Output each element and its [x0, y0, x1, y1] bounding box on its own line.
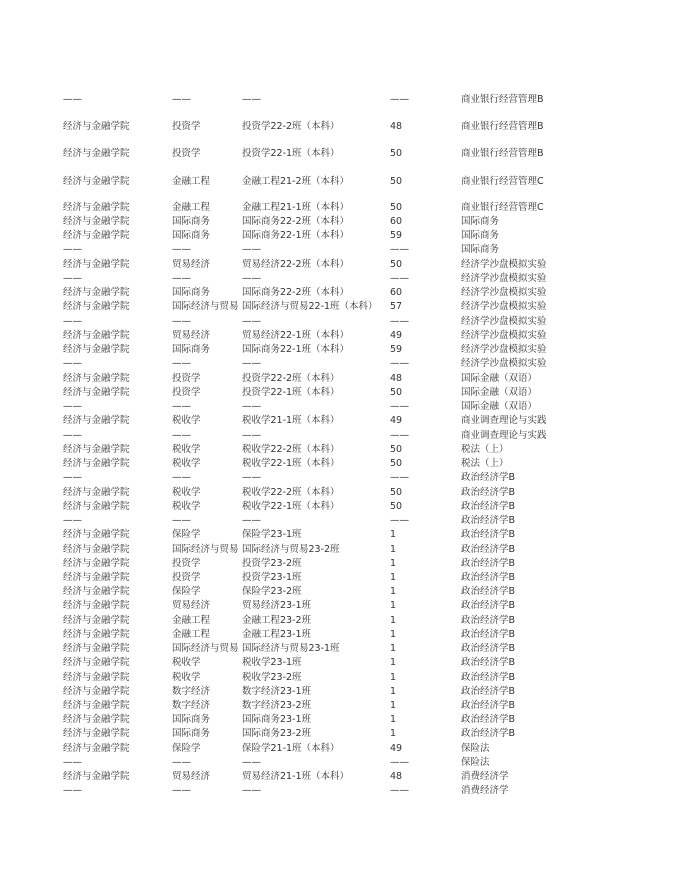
- major-cell: 税收学: [172, 415, 201, 426]
- course-cell: 经济学沙盘模拟实验: [461, 316, 547, 327]
- major-cell: 税收学: [172, 501, 201, 512]
- count-cell: ——: [390, 273, 409, 284]
- class-cell: ——: [242, 430, 261, 441]
- college-cell: ——: [63, 358, 82, 369]
- college-cell: 经济与金融学院: [63, 287, 130, 298]
- count-cell: ——: [390, 94, 409, 105]
- count-cell: 1: [390, 544, 397, 555]
- count-cell: 1: [390, 714, 397, 725]
- table-row: [0, 201, 680, 215]
- table-row: [0, 386, 680, 400]
- count-cell: 49: [390, 743, 403, 754]
- count-cell: 1: [390, 558, 397, 569]
- course-cell: 国际金融（双语）: [461, 387, 538, 398]
- table-row: [0, 229, 680, 243]
- table-row: [0, 300, 680, 314]
- table-row: [0, 357, 680, 371]
- table-row: [0, 329, 680, 343]
- course-cell: 政治经济学B: [461, 529, 516, 540]
- class-cell: ——: [242, 757, 261, 768]
- table-row: [0, 699, 680, 713]
- course-cell: 国际金融（双语）: [461, 373, 538, 384]
- count-cell: ——: [390, 757, 409, 768]
- college-cell: 经济与金融学院: [63, 672, 130, 683]
- college-cell: 经济与金融学院: [63, 444, 130, 455]
- course-cell: 政治经济学B: [461, 558, 516, 569]
- course-cell: 商业调查理论与实践: [461, 430, 547, 441]
- count-cell: 1: [390, 572, 397, 583]
- major-cell: 保险学: [172, 529, 201, 540]
- table-row: [0, 514, 680, 528]
- major-cell: 国际商务: [172, 728, 211, 739]
- college-cell: 经济与金融学院: [63, 572, 130, 583]
- course-cell: 政治经济学B: [461, 501, 516, 512]
- course-cell: 政治经济学B: [461, 572, 516, 583]
- table-row: [0, 642, 680, 656]
- major-cell: ——: [172, 94, 191, 105]
- college-cell: 经济与金融学院: [63, 216, 130, 227]
- class-cell: 金融工程21-1班（本科）: [242, 202, 350, 213]
- course-cell: 税法（上）: [461, 444, 509, 455]
- college-cell: 经济与金融学院: [63, 529, 130, 540]
- course-cell: 消费经济学: [461, 771, 509, 782]
- college-cell: 经济与金融学院: [63, 686, 130, 697]
- table-row: [0, 286, 680, 300]
- college-cell: 经济与金融学院: [63, 558, 130, 569]
- table-row: [0, 713, 680, 727]
- class-cell: 投资学22-1班（本科）: [242, 387, 340, 398]
- course-cell: 经济学沙盘模拟实验: [461, 273, 547, 284]
- major-cell: 金融工程: [172, 176, 211, 187]
- class-cell: ——: [242, 94, 261, 105]
- class-cell: 贸易经济22-1班（本科）: [242, 330, 350, 341]
- major-cell: 国际商务: [172, 344, 211, 355]
- table-row: [0, 147, 680, 161]
- course-cell: 经济学沙盘模拟实验: [461, 330, 547, 341]
- major-cell: 税收学: [172, 672, 201, 683]
- college-cell: 经济与金融学院: [63, 629, 130, 640]
- major-cell: 国际商务: [172, 216, 211, 227]
- class-cell: 投资学23-1班: [242, 572, 302, 583]
- college-cell: 经济与金融学院: [63, 415, 130, 426]
- count-cell: 50: [390, 444, 403, 455]
- major-cell: 贸易经济: [172, 259, 211, 270]
- major-cell: ——: [172, 430, 191, 441]
- count-cell: 49: [390, 415, 403, 426]
- class-cell: 国际商务22-2班（本科）: [242, 216, 350, 227]
- class-cell: 贸易经济22-2班（本科）: [242, 259, 350, 270]
- count-cell: 1: [390, 586, 397, 597]
- class-cell: 国际经济与贸易23-1班: [242, 643, 340, 654]
- table-row: [0, 742, 680, 756]
- class-cell: ——: [242, 244, 261, 255]
- count-cell: 1: [390, 529, 397, 540]
- major-cell: ——: [172, 757, 191, 768]
- major-cell: 金融工程: [172, 615, 211, 626]
- course-cell: 政治经济学B: [461, 728, 516, 739]
- course-cell: 政治经济学B: [461, 586, 516, 597]
- table-row: [0, 599, 680, 613]
- table-row: [0, 486, 680, 500]
- count-cell: ——: [390, 785, 409, 796]
- major-cell: 金融工程: [172, 629, 211, 640]
- class-cell: ——: [242, 515, 261, 526]
- major-cell: 贸易经济: [172, 600, 211, 611]
- table-row: [0, 315, 680, 329]
- college-cell: 经济与金融学院: [63, 600, 130, 611]
- college-cell: 经济与金融学院: [63, 202, 130, 213]
- course-cell: 商业银行经营管理B: [461, 94, 544, 105]
- class-cell: 国际商务22-2班（本科）: [242, 287, 350, 298]
- course-cell: 政治经济学B: [461, 600, 516, 611]
- college-cell: 经济与金融学院: [63, 387, 130, 398]
- table-row: [0, 671, 680, 685]
- college-cell: 经济与金融学院: [63, 643, 130, 654]
- college-cell: ——: [63, 316, 82, 327]
- major-cell: 贸易经济: [172, 330, 211, 341]
- table-row: [0, 656, 680, 670]
- class-cell: ——: [242, 785, 261, 796]
- college-cell: 经济与金融学院: [63, 700, 130, 711]
- class-cell: 税收学22-2班（本科）: [242, 487, 340, 498]
- table-row: [0, 557, 680, 571]
- college-cell: ——: [63, 273, 82, 284]
- college-cell: 经济与金融学院: [63, 148, 130, 159]
- table-row: [0, 543, 680, 557]
- college-cell: ——: [63, 94, 82, 105]
- table-row: [0, 93, 680, 107]
- count-cell: 1: [390, 657, 397, 668]
- count-cell: 1: [390, 629, 397, 640]
- table-row: [0, 585, 680, 599]
- class-cell: 数字经济23-1班: [242, 686, 312, 697]
- college-cell: 经济与金融学院: [63, 728, 130, 739]
- major-cell: 保险学: [172, 586, 201, 597]
- major-cell: 国际经济与贸易: [172, 544, 239, 555]
- college-cell: ——: [63, 472, 82, 483]
- major-cell: 税收学: [172, 657, 201, 668]
- course-cell: 保险法: [461, 743, 490, 754]
- table-row: [0, 685, 680, 699]
- count-cell: 1: [390, 728, 397, 739]
- table-row: [0, 243, 680, 257]
- course-cell: 经济学沙盘模拟实验: [461, 259, 547, 270]
- count-cell: 57: [390, 301, 403, 312]
- class-cell: ——: [242, 273, 261, 284]
- major-cell: 投资学: [172, 373, 201, 384]
- major-cell: ——: [172, 358, 191, 369]
- major-cell: 国际经济与贸易: [172, 643, 239, 654]
- course-cell: 国际金融（双语）: [461, 401, 538, 412]
- table-row: [0, 756, 680, 770]
- table-row: [0, 471, 680, 485]
- major-cell: ——: [172, 244, 191, 255]
- college-cell: 经济与金融学院: [63, 657, 130, 668]
- class-cell: 税收学22-1班（本科）: [242, 501, 340, 512]
- major-cell: 数字经济: [172, 686, 211, 697]
- count-cell: 50: [390, 501, 403, 512]
- major-cell: 税收学: [172, 444, 201, 455]
- count-cell: ——: [390, 244, 409, 255]
- class-cell: 金融工程21-2班（本科）: [242, 176, 350, 187]
- class-cell: 税收学21-1班（本科）: [242, 415, 340, 426]
- class-cell: 保险学23-2班: [242, 586, 302, 597]
- course-cell: 经济学沙盘模拟实验: [461, 301, 547, 312]
- count-cell: 48: [390, 121, 403, 132]
- count-cell: 50: [390, 202, 403, 213]
- course-cell: 商业银行经营管理C: [461, 202, 544, 213]
- count-cell: 48: [390, 771, 403, 782]
- class-cell: ——: [242, 401, 261, 412]
- count-cell: 60: [390, 216, 403, 227]
- major-cell: ——: [172, 401, 191, 412]
- major-cell: 投资学: [172, 148, 201, 159]
- class-cell: 保险学23-1班: [242, 529, 302, 540]
- class-cell: 税收学22-1班（本科）: [242, 458, 340, 469]
- major-cell: 投资学: [172, 387, 201, 398]
- college-cell: 经济与金融学院: [63, 121, 130, 132]
- class-cell: 金融工程23-1班: [242, 629, 312, 640]
- major-cell: 贸易经济: [172, 771, 211, 782]
- major-cell: 保险学: [172, 743, 201, 754]
- class-cell: 贸易经济23-1班: [242, 600, 312, 611]
- course-cell: 政治经济学B: [461, 629, 516, 640]
- count-cell: 50: [390, 458, 403, 469]
- course-cell: 商业银行经营管理B: [461, 121, 544, 132]
- class-cell: 国际经济与贸易22-1班（本科）: [242, 301, 378, 312]
- college-cell: ——: [63, 757, 82, 768]
- college-cell: 经济与金融学院: [63, 743, 130, 754]
- class-cell: 税收学23-2班: [242, 672, 302, 683]
- course-cell: 政治经济学B: [461, 472, 516, 483]
- table-row: [0, 528, 680, 542]
- college-cell: 经济与金融学院: [63, 771, 130, 782]
- count-cell: 1: [390, 600, 397, 611]
- major-cell: ——: [172, 515, 191, 526]
- major-cell: 税收学: [172, 458, 201, 469]
- course-cell: 政治经济学B: [461, 657, 516, 668]
- table-row: [0, 372, 680, 386]
- count-cell: 50: [390, 176, 403, 187]
- class-cell: 国际商务23-2班: [242, 728, 312, 739]
- major-cell: ——: [172, 785, 191, 796]
- course-cell: 政治经济学B: [461, 487, 516, 498]
- college-cell: 经济与金融学院: [63, 344, 130, 355]
- table-row: [0, 784, 680, 798]
- course-cell: 保险法: [461, 757, 490, 768]
- class-cell: 国际商务22-1班（本科）: [242, 230, 350, 241]
- major-cell: 投资学: [172, 572, 201, 583]
- count-cell: 49: [390, 330, 403, 341]
- table-row: [0, 628, 680, 642]
- course-cell: 政治经济学B: [461, 643, 516, 654]
- college-cell: 经济与金融学院: [63, 501, 130, 512]
- table-row: [0, 400, 680, 414]
- count-cell: 1: [390, 672, 397, 683]
- college-cell: 经济与金融学院: [63, 586, 130, 597]
- table-row: [0, 175, 680, 189]
- table-row: [0, 571, 680, 585]
- count-cell: 59: [390, 230, 403, 241]
- table-row: [0, 414, 680, 428]
- major-cell: 投资学: [172, 558, 201, 569]
- class-cell: 国际商务22-1班（本科）: [242, 344, 350, 355]
- table-row: [0, 120, 680, 134]
- count-cell: ——: [390, 430, 409, 441]
- major-cell: ——: [172, 316, 191, 327]
- college-cell: 经济与金融学院: [63, 487, 130, 498]
- table-row: [0, 272, 680, 286]
- course-cell: 商业银行经营管理B: [461, 148, 544, 159]
- class-cell: ——: [242, 358, 261, 369]
- college-cell: 经济与金融学院: [63, 615, 130, 626]
- course-cell: 政治经济学B: [461, 615, 516, 626]
- count-cell: ——: [390, 515, 409, 526]
- course-cell: 政治经济学B: [461, 714, 516, 725]
- college-cell: 经济与金融学院: [63, 230, 130, 241]
- class-cell: 投资学22-2班（本科）: [242, 373, 340, 384]
- table-row: [0, 443, 680, 457]
- major-cell: ——: [172, 472, 191, 483]
- college-cell: 经济与金融学院: [63, 458, 130, 469]
- college-cell: 经济与金融学院: [63, 330, 130, 341]
- class-cell: 税收学23-1班: [242, 657, 302, 668]
- count-cell: 1: [390, 615, 397, 626]
- course-cell: 消费经济学: [461, 785, 509, 796]
- college-cell: ——: [63, 244, 82, 255]
- course-cell: 政治经济学B: [461, 672, 516, 683]
- class-cell: 投资学23-2班: [242, 558, 302, 569]
- course-cell: 政治经济学B: [461, 515, 516, 526]
- table-row: [0, 343, 680, 357]
- course-cell: 政治经济学B: [461, 544, 516, 555]
- major-cell: 国际经济与贸易: [172, 301, 239, 312]
- college-cell: ——: [63, 401, 82, 412]
- course-cell: 政治经济学B: [461, 700, 516, 711]
- count-cell: ——: [390, 358, 409, 369]
- class-cell: 金融工程23-2班: [242, 615, 312, 626]
- major-cell: 国际商务: [172, 714, 211, 725]
- course-cell: 税法（上）: [461, 458, 509, 469]
- class-cell: 国际商务23-1班: [242, 714, 312, 725]
- course-cell: 商业银行经营管理C: [461, 176, 544, 187]
- table-row: [0, 500, 680, 514]
- major-cell: 投资学: [172, 121, 201, 132]
- college-cell: 经济与金融学院: [63, 544, 130, 555]
- course-cell: 国际商务: [461, 216, 500, 227]
- count-cell: 50: [390, 259, 403, 270]
- class-cell: 投资学22-2班（本科）: [242, 121, 340, 132]
- course-cell: 经济学沙盘模拟实验: [461, 287, 547, 298]
- class-cell: 投资学22-1班（本科）: [242, 148, 340, 159]
- count-cell: 60: [390, 287, 403, 298]
- count-cell: ——: [390, 401, 409, 412]
- course-cell: 商业调查理论与实践: [461, 415, 547, 426]
- count-cell: 48: [390, 373, 403, 384]
- major-cell: ——: [172, 273, 191, 284]
- table-row: [0, 258, 680, 272]
- major-cell: 数字经济: [172, 700, 211, 711]
- course-cell: 经济学沙盘模拟实验: [461, 344, 547, 355]
- college-cell: ——: [63, 430, 82, 441]
- class-cell: 税收学22-2班（本科）: [242, 444, 340, 455]
- college-cell: 经济与金融学院: [63, 301, 130, 312]
- course-cell: 国际商务: [461, 244, 500, 255]
- count-cell: 1: [390, 643, 397, 654]
- count-cell: 1: [390, 686, 397, 697]
- major-cell: 国际商务: [172, 287, 211, 298]
- count-cell: ——: [390, 472, 409, 483]
- class-cell: 保险学21-1班（本科）: [242, 743, 340, 754]
- college-cell: 经济与金融学院: [63, 714, 130, 725]
- major-cell: 国际商务: [172, 230, 211, 241]
- table-row: [0, 614, 680, 628]
- class-cell: ——: [242, 316, 261, 327]
- class-cell: 数字经济23-2班: [242, 700, 312, 711]
- course-cell: 政治经济学B: [461, 686, 516, 697]
- course-cell: 经济学沙盘模拟实验: [461, 358, 547, 369]
- course-cell: 国际商务: [461, 230, 500, 241]
- class-cell: 贸易经济21-1班（本科）: [242, 771, 350, 782]
- table-row: [0, 457, 680, 471]
- class-cell: ——: [242, 472, 261, 483]
- college-cell: 经济与金融学院: [63, 373, 130, 384]
- table-row: [0, 429, 680, 443]
- table-row: [0, 215, 680, 229]
- college-cell: 经济与金融学院: [63, 259, 130, 270]
- class-cell: 国际经济与贸易23-2班: [242, 544, 340, 555]
- major-cell: 税收学: [172, 487, 201, 498]
- count-cell: 50: [390, 148, 403, 159]
- count-cell: 59: [390, 344, 403, 355]
- count-cell: ——: [390, 316, 409, 327]
- major-cell: 金融工程: [172, 202, 211, 213]
- table-row: [0, 770, 680, 784]
- count-cell: 50: [390, 487, 403, 498]
- table-row: [0, 727, 680, 741]
- count-cell: 1: [390, 700, 397, 711]
- count-cell: 50: [390, 387, 403, 398]
- college-cell: 经济与金融学院: [63, 176, 130, 187]
- college-cell: ——: [63, 785, 82, 796]
- college-cell: ——: [63, 515, 82, 526]
